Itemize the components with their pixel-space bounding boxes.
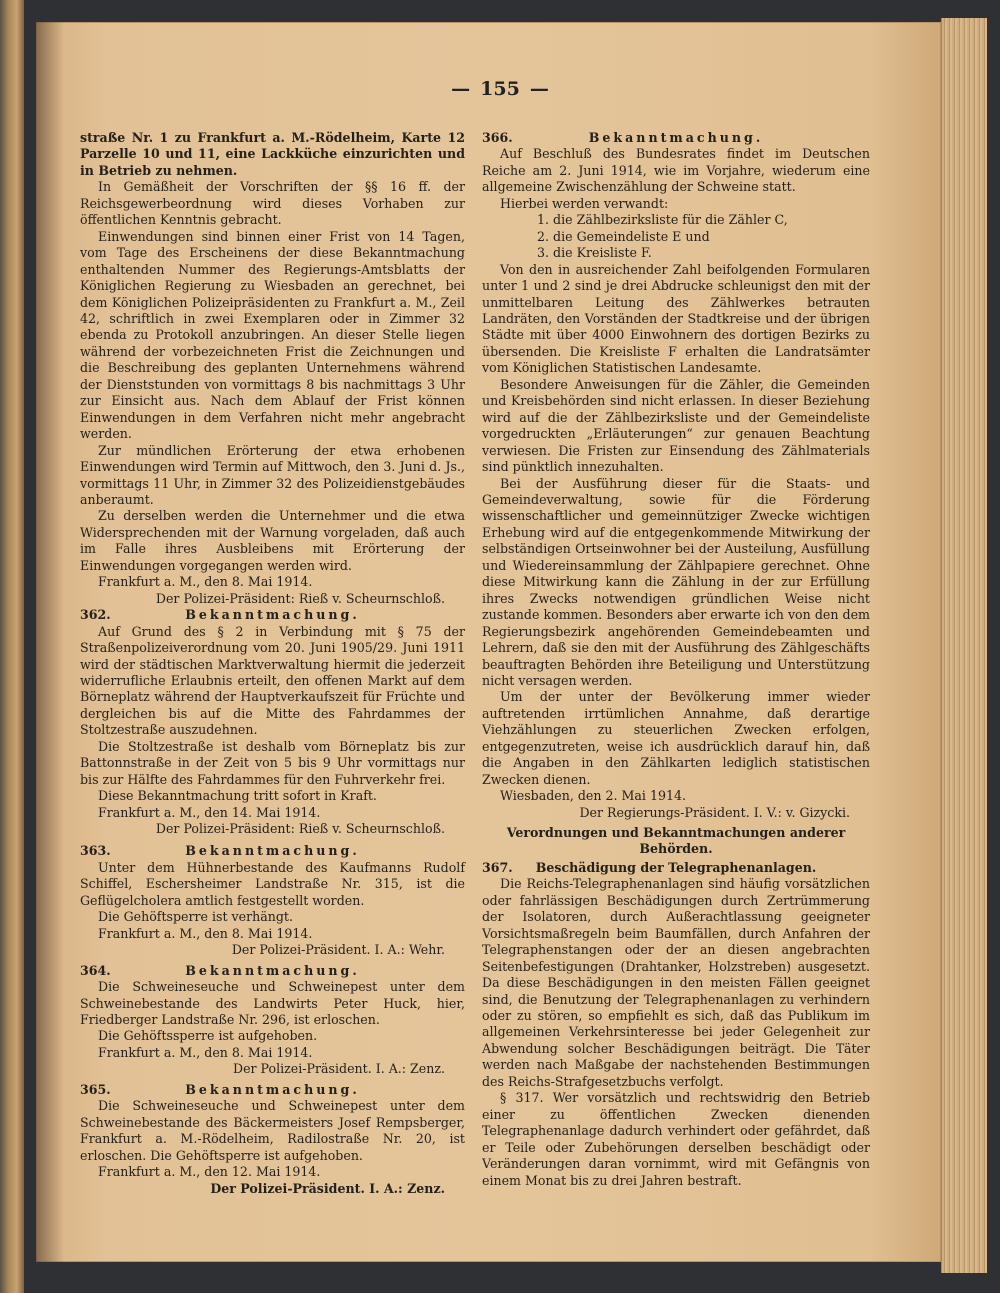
intro-paragraph: straße Nr. 1 zu Frankfurt a. M.-Rödelheim, Karte 12 Parzelle 10 und 11, eine Lackküche einzurichten und in Betrieb zu nehmen. — [80, 130, 465, 178]
notice-date: Wiesbaden, den 2. Mai 1914. — [500, 788, 687, 804]
notice-paragraph: Die Gehöftssperre ist aufgehoben. — [98, 1028, 318, 1044]
notice-paragraph: Die Reichs-Telegraphenanlagen sind häufig vorsätzlichen oder fahrlässigen Beschädigungen durch Zertrümmerung der Isolatoren, durch Außerachtlassung geeigneter Vorsichtsmaßregeln beim Baumfällen, durch Anfahren der Telegraphenstangen oder der an diesen angebrachten Seitenbefestigungen (Drahtanker, Holzstreben) ausgesetzt. Da diese Beschädigungen in den meisten Fällen geeignet sind, die Benutzung der Telegraphenanlagen zu verhindern oder zu stören, so empfiehlt es sich, daß das Publikum im allgemeinen Verkehrsinteresse bei jeder Gelegenheit zur Abwendung solcher Beschädigungen beiträgt. Die Täter werden nach Maßgabe der nachstehenden Bestimmungen des Reichs-Strafgesetzbuchs verfolgt. — [482, 876, 870, 1089]
list-item: 1. die Zählbezirksliste für die Zähler C, — [537, 212, 788, 228]
notice-title: Bekanntmachung. — [185, 1081, 360, 1097]
notice-date: Frankfurt a. M., den 8. Mai 1914. — [98, 1044, 313, 1060]
notice-title: Bekanntmachung. — [185, 843, 360, 859]
intro-paragraph: In Gemäßheit der Vorschriften der §§ 16 ff. der Reichsgewerbeordnung wird dieses Vorhaben zur öffentlichen Kenntnis gebracht. — [80, 179, 465, 228]
intro-date: Frankfurt a. M., den 8. Mai 1914. — [98, 574, 313, 590]
notice-title: Beschädigung der Telegraphenanlagen. — [535, 859, 817, 875]
left-column — [80, 130, 465, 1197]
notice-paragraph: Besondere Anweisungen für die Zähler, die Gemeinden und Kreisbehörden sind nicht erlassen. In dieser Beziehung wird auf die der Zählbezirksliste und der Gemeindeliste vorgedruckten „Erläuterungen“ zur genauen Beachtung verwiesen. Die Fristen zur Einsendung des Zählmaterials sind pünktlich innezuhalten. — [482, 376, 870, 475]
notice-signature: Der Polizei-Präsident. I. A.: Zenz. — [232, 1061, 445, 1077]
notice-number: 367. — [482, 859, 513, 875]
page-number: — 155 — — [451, 78, 549, 100]
notice-paragraph: Um der unter der Bevölkerung immer wieder auftretenden irrtümlichen Annahme, daß derartige Viehzählungen zu steuerlichen Zwecken erfolgen, entgegenzutreten, weise ich ausdrücklich darauf hin, daß die Angaben in den Zählkarten lediglich statistischen Zwecken dienen. — [482, 689, 870, 787]
list-item: 3. die Kreisliste F. — [537, 245, 652, 261]
intro-paragraph: Einwendungen sind binnen einer Frist von 14 Tagen, vom Tage des Erscheinens der diese Bekanntmachung enthaltenden Nummer des Regierungs-Amtsblatts der Königlichen Regierung zu Wiesbaden an gerechnet, bei dem Königlichen Polizeipräsidenten zu Frankfurt a. M., Zeil 42, schriftlich in zwei Exemplaren oder in Zimmer 32 ebenda zu Protokoll anzubringen. An dieser Stelle liegen während der vorbezeichneten Frist die Zeichnungen und die Beschreibung des geplanten Unternehmens während der Dienststunden von vormittags 8 bis nachmittags 3 Uhr zur Einsicht aus. Nach dem Ablauf der Frist können Einwendungen in dem Verfahren nicht mehr angebracht werden. — [80, 228, 465, 442]
facing-page-edge — [0, 0, 24, 1293]
notice-paragraph: Die Stoltzestraße ist deshalb vom Börneplatz bis zur Battonnstraße in der Zeit von 5 bis 9 Uhr vormittags nur bis zur Hälfte des Fahrdammes für den Fuhrverkehr frei. — [80, 738, 465, 787]
notice-paragraph: Diese Bekanntmachung tritt sofort in Kraft. — [98, 788, 377, 804]
notice-title: Bekanntmachung. — [588, 130, 764, 145]
notice-date: Frankfurt a. M., den 14. Mai 1914. — [98, 804, 321, 820]
notice-title: Bekanntmachung. — [185, 607, 360, 623]
section-heading: Verordnungen und Bekanntmachungen anderer Behörden. — [506, 825, 846, 857]
intro-paragraph: Zur mündlichen Erörterung der etwa erhobenen Einwendungen wird Termin auf Mittwoch, den 3. Juni d. Js., vormittags 11 Uhr, in Zimmer 32 des Polizeidienstgebäudes anberaumt. — [80, 442, 465, 507]
notice-362-heading — [80, 607, 465, 623]
intro-paragraph: Zu derselben werden die Unternehmer und die etwa Widersprechenden mit der Warnung vorgeladen, daß auch im Falle ihres Ausbleibens mit Erörterung der Einwendungen vorgegangen werden wird. — [80, 508, 465, 573]
notice-signature: Der Polizei-Präsident. I. A.: Wehr. — [231, 942, 445, 958]
notice-paragraph: Die Schweineseuche und Schweinepest unter dem Schweinebestande des Bäckermeisters Josef Rempsberger, Frankfurt a. M.-Rödelheim, Radilostraße Nr. 20, ist erloschen. Die Gehöftsperre ist aufgehoben. — [80, 1098, 465, 1163]
notice-363-heading — [80, 843, 465, 859]
notice-paragraph: Auf Grund des § 2 in Verbindung mit § 75 der Straßenpolizeiverordnung vom 20. Juni 1905/29. Juni 1911 wird der städtischen Marktverwaltung hiermit die jederzeit widerrufliche Erlaubnis erteilt, den offenen Markt auf dem Börneplatz während der Hauptverkaufszeit für Früchte und dergleichen bis auf die Mitte des Fahrdammes der Stoltzestraße auszudehnen. — [80, 623, 465, 738]
notice-number: 366. — [482, 130, 513, 145]
notice-paragraph: Die Schweineseuche und Schweinepest unter dem Schweinebestande des Landwirts Peter Huck, hier, Friedberger Landstraße Nr. 296, ist erloschen. — [80, 979, 465, 1028]
notice-date: Frankfurt a. M., den 8. Mai 1914. — [98, 925, 313, 941]
page-number-value: 155 — [480, 78, 520, 100]
notice-364-heading — [80, 963, 465, 979]
notice-date: Frankfurt a. M., den 12. Mai 1914. — [98, 1164, 321, 1180]
notice-367-heading — [482, 860, 870, 876]
notice-paragraph: Die Gehöftsperre ist verhängt. — [98, 909, 293, 925]
notice-paragraph: Auf Beschluß des Bundesrates findet im Deutschen Reiche am 2. Juni 1914, wie im Vorjahre, wiederum eine allgemeine Zwischenzählung der Schweine statt. — [482, 146, 870, 195]
notice-paragraph: Unter dem Hühnerbestande des Kaufmanns Rudolf Schiffel, Eschersheimer Landstraße Nr. 315, ist die Geflügelcholera amtlich festgestellt worden. — [80, 859, 465, 908]
notice-signature: Der Regierungs-Präsident. I. V.: v. Gizycki. — [579, 804, 850, 820]
notice-signature: Der Polizei-Präsident: Rieß v. Scheurnschloß. — [155, 821, 445, 837]
list-item: 2. die Gemeindeliste E und — [537, 228, 710, 244]
notice-paragraph: Von den in ausreichender Zahl beifolgenden Formularen unter 1 und 2 sind je drei Abdrucke schleunigst den mit der unmittelbaren Leitung des Zählwerkes betrauten Landräten, den Vorständen der Stadtkreise und der übrigen Städte mit über 4000 Einwohnern des dortigen Bezirks zu übersenden. Die Kreisliste F erhalten die Landratsämter vom Königlichen Statistischen Landesamte. — [482, 261, 870, 376]
notice-366-heading — [482, 130, 870, 146]
gutter-shadow — [36, 22, 64, 1262]
notice-number: 363. — [80, 843, 111, 859]
notice-number: 364. — [80, 962, 111, 978]
page-stack-edge — [941, 18, 987, 1273]
notice-paragraph: Bei der Ausführung dieser für die Staats- und Gemeindeverwaltung, sowie für die Förderung wissenschaftlicher und gemeinnütziger Zwecke wichtigen Erhebung wird auf die entgegenkommende Mitwirkung der selbständigen Ortseinwohner bei der Austeilung, Ausfüllung und Wiedereinsammlung der Zählpapiere gerechnet. Ohne diese Mitwirkung kann die Zählung in der zur Erfüllung ihres Zwecks notwendigen gründlichen Weise nicht zustande kommen. Besonders aber erwarte ich von den dem Regierungsbezirk angehörenden Gemeindebeamten und Lehrern, daß sie den mit der Ausführung des Zählgeschäfts beauftragten Behörden ihre Beteiligung und Unterstützung nicht versagen werden. — [482, 475, 870, 688]
notice-paragraph: § 317. Wer vorsätzlich und rechtswidrig den Betrieb einer zu öffentlichen Zwecken dienenden Telegraphenanlage dadurch verhindert oder gefährdet, daß er Teile oder Zubehörungen derselben beschädigt oder Veränderungen daran vornimmt, wird mit Gefängnis von einem Monat bis zu drei Jahren bestraft. — [482, 1090, 870, 1188]
notice-365-heading — [80, 1082, 465, 1098]
notice-number: 362. — [80, 607, 111, 623]
notice-title: Bekanntmachung. — [185, 962, 360, 978]
right-column — [482, 130, 870, 1189]
notice-number: 365. — [80, 1081, 111, 1097]
notice-paragraph: Hierbei werden verwandt: — [500, 195, 669, 211]
intro-signature: Der Polizei-Präsident: Rieß v. Scheurnschloß. — [155, 590, 445, 606]
notice-signature: Der Polizei-Präsident. I. A.: Zenz. — [210, 1180, 445, 1196]
